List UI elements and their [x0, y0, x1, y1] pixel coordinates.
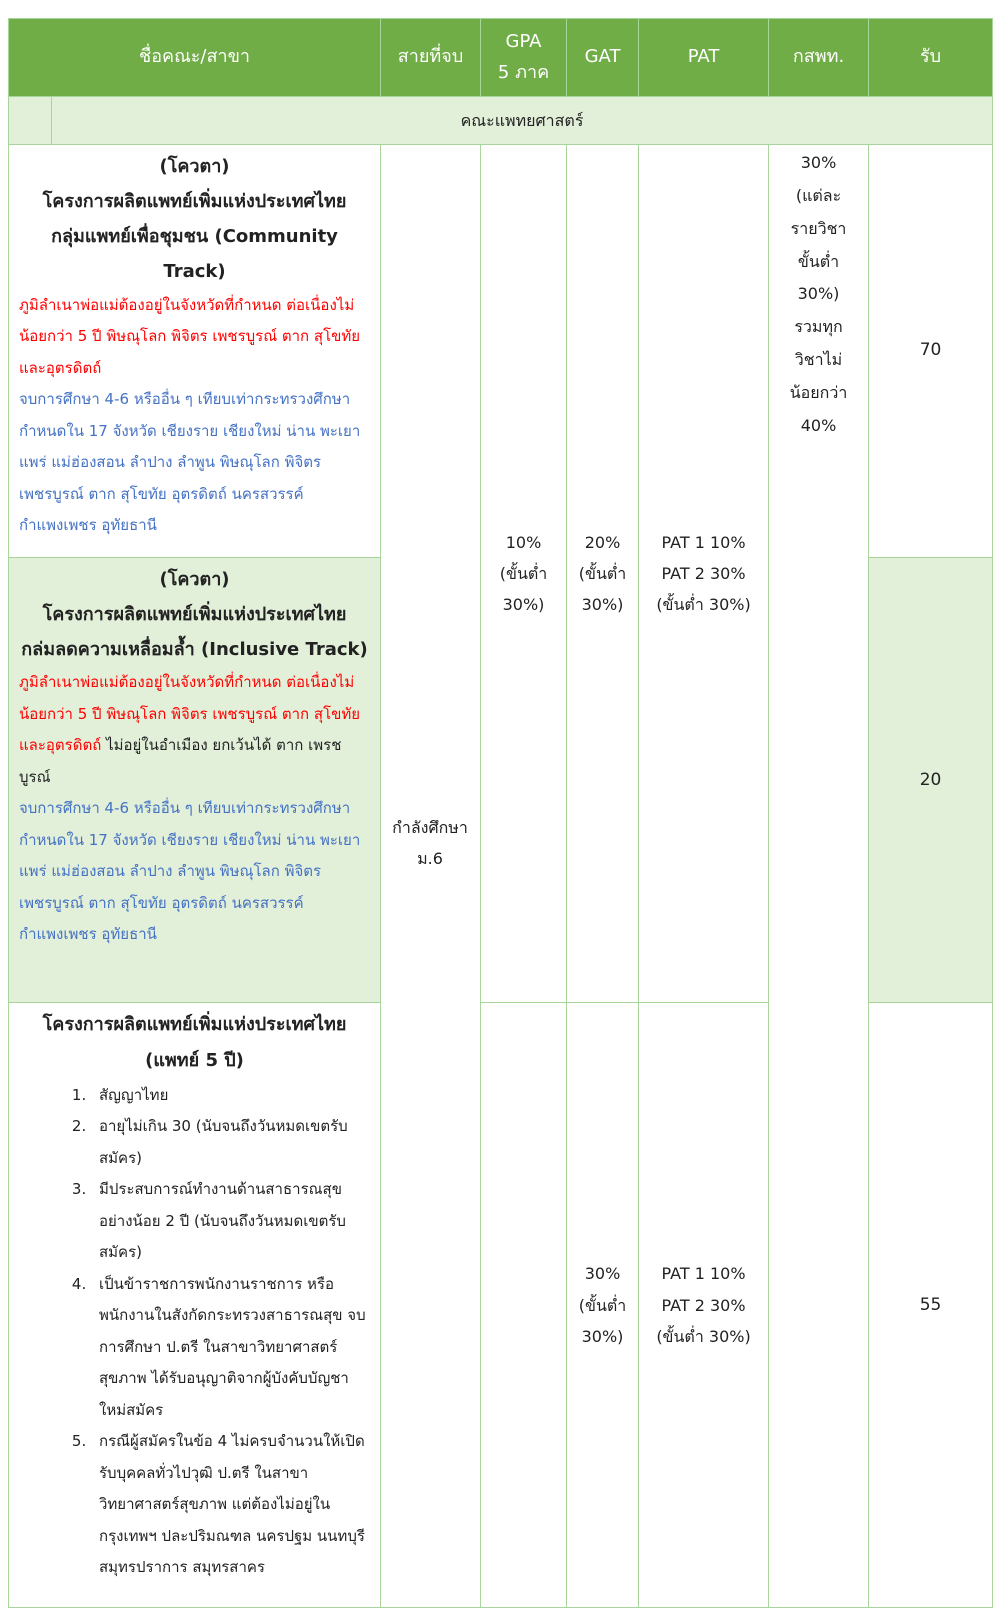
header-accept: รับ [869, 19, 993, 97]
title-line: โครงการผลิตแพทย์เพิ่มแห่งประเทศไทย [42, 191, 347, 213]
kspt-line: ขั้นต่ำ [797, 251, 840, 271]
gat-line: (ขั้นต่ำ [578, 564, 627, 584]
list-item: 3. มีประสบการณ์ทำงานด้านสาธารณสุขอย่างน้อย 2 ปี (นับจนถึงวันหมดเขตรับสมัคร) [91, 1174, 370, 1269]
header-track: สายที่จบ [381, 19, 481, 97]
gat-line: 30% [584, 1264, 621, 1284]
kspt-line: (แต่ละ [795, 185, 842, 205]
title-line: (โควตา) [159, 156, 230, 178]
admission-table [8, 18, 993, 1608]
program-community-track [9, 145, 381, 558]
faculty-name: คณะแพทยศาสตร์ [52, 97, 993, 145]
header-gpa-line1: GPA [505, 31, 542, 53]
pat-cell [639, 145, 769, 1003]
title-line: กล่มลดความเหลื่อมล้ำ (Inclusive Track) [21, 638, 368, 660]
program-inclusive-track [9, 557, 381, 1003]
gat-line: 20% [584, 533, 621, 553]
domicile-requirement: ภูมิลำเนาพ่อแม่ต้องอยู่ในจังหวัดที่กำหนด ต่อเนื่องไม่น้อยกว่า 5 ปี พิษณุโลก พิจิตร เพชรบูรณ์ ตาก สุโขทัย และอุตรดิตถ์ [19, 295, 361, 377]
gat-line: 30%) [581, 595, 624, 615]
track-label: กำลังศึกษา ม.6 [392, 818, 468, 869]
list-item: 5. กรณีผู้สมัครในข้อ 4 ไม่ครบจำนวนให้เปิดรับบุคคลทั่วไปวุฒิ ป.ตรี ในสาขาวิทยาศาสตร์สุขภาพ แต่ต้องไม่อยู่ในกรุงเทพฯ ปละปริมณฑล นครปฐม นนทบุรี สมุทรปราการ สมุทรสาคร [91, 1426, 370, 1584]
list-item: 1. สัญญาไทย [91, 1080, 370, 1112]
header-gpa [481, 19, 567, 97]
accept-count: 55 [869, 1003, 993, 1608]
pat-line: PAT 1 10% [661, 533, 746, 553]
pat-line: (ขั้นต่ำ 30%) [656, 1326, 751, 1346]
header-pat: PAT [639, 19, 769, 97]
conditions-list [19, 1080, 370, 1584]
education-requirement: จบการศึกษา 4-6 หรืออื่น ๆ เทียบเท่ากระทรวงศึกษา กำหนดใน 17 จังหวัด เชียงราย เชียงใหม่ น่าน พะเยา แพร่ แม่ฮ่องสอน ลำปาง ลำพูน พิษณุโลก พิจิตร เพชรบูรณ์ ตาก สุโขทัย อุตรดิตถ์ นครสวรรค์ กำแพงเพชร อุทัยธานี [19, 799, 361, 944]
list-item: 2. อายุไม่เกิน 30 (นับจนถึงวันหมดเขตรับสมัคร) [91, 1111, 370, 1174]
header-gpa-line2: 5 ภาค [497, 61, 550, 83]
kspt-cell [769, 145, 869, 1608]
kspt-line: 30% [800, 153, 837, 173]
faculty-spacer [9, 97, 52, 145]
domicile-requirement-text: ภูมิลำเนาพ่อแม่ต้องอยู่ในจังหวัดที่กำหนด ต่อเนื่องไม่น้อยกว่า 5 ปี พิษณุโลก พิจิตร เพชรบูรณ์ ตาก สุโขทัย และอุตรดิตถ์ [19, 673, 361, 755]
track-cell [381, 145, 481, 1608]
district-requirement: ไม่อยู่ในอำเมือง ยกเว้นได้ ตาก เพรชบูรณ์ [19, 736, 342, 786]
program-title [19, 1007, 370, 1077]
program-5-year [9, 1003, 381, 1608]
gat-cell [567, 1003, 639, 1608]
gat-cell [567, 145, 639, 1003]
pat-line: (ขั้นต่ำ 30%) [656, 595, 751, 615]
kspt-line: 40% [800, 415, 837, 435]
kspt-line: รายวิชา [790, 218, 847, 238]
kspt-line: น้อยกว่า [789, 382, 848, 402]
title-line: โครงการผลิตแพทย์เพิ่มแห่งประเทศไทย [42, 603, 347, 625]
header-program: ชื่อคณะ/สาขา [9, 19, 381, 97]
header-row [9, 19, 993, 97]
list-item: 4. เป็นข้าราชการพนักงานราชการ หรือพนักงานในสังกัดกระทรวงสาธารณสุข จบการศึกษา ป.ตรี ในสาขาวิทยาศาสตร์สุขภาพ ได้รับอนุญาติจากผู้บังคับบัญชาใหม่สมัคร [91, 1269, 370, 1427]
title-line: (โควตา) [159, 568, 230, 590]
gpa-line: 30%) [502, 595, 545, 615]
title-line: โครงการผลิตแพทย์เพิ่มแห่งประเทศไทย [42, 1014, 347, 1036]
program-title [19, 562, 370, 667]
gpa-cell-empty [481, 1003, 567, 1608]
faculty-row [9, 97, 993, 145]
kspt-line: วิชาไม่ [794, 349, 843, 369]
kspt-line: รวมทุก [794, 317, 843, 337]
program-title [19, 149, 370, 289]
gpa-line: (ขั้นต่ำ [499, 564, 548, 584]
header-gat: GAT [567, 19, 639, 97]
pat-cell [639, 1003, 769, 1608]
accept-count: 70 [869, 145, 993, 558]
accept-count: 20 [869, 557, 993, 1003]
gat-line: 30%) [581, 1326, 624, 1346]
pat-line: PAT 1 10% [661, 1264, 746, 1284]
gat-line: (ขั้นต่ำ [578, 1295, 627, 1315]
title-line: (แพทย์ 5 ปี) [145, 1049, 244, 1071]
title-line: กลุ่มแพทย์เพื่อชุมชน (Community Track) [51, 226, 338, 283]
table-row [9, 145, 993, 558]
gpa-cell [481, 145, 567, 1003]
education-requirement: จบการศึกษา 4-6 หรืออื่น ๆ เทียบเท่ากระทรวงศึกษา กำหนดใน 17 จังหวัด เชียงราย เชียงใหม่ น่าน พะเยา แพร่ แม่ฮ่องสอน ลำปาง ลำพูน พิษณุโลก พิจิตร เพชรบูรณ์ ตาก สุโขทัย อุตรดิตถ์ นครสวรรค์ กำแพงเพชร อุทัยธานี [19, 390, 361, 535]
kspt-line: 30%) [797, 284, 840, 304]
pat-line: PAT 2 30% [661, 1295, 746, 1315]
domicile-requirement [19, 667, 370, 793]
pat-line: PAT 2 30% [661, 564, 746, 584]
gpa-line: 10% [505, 533, 542, 553]
header-kspt: กสพท. [769, 19, 869, 97]
